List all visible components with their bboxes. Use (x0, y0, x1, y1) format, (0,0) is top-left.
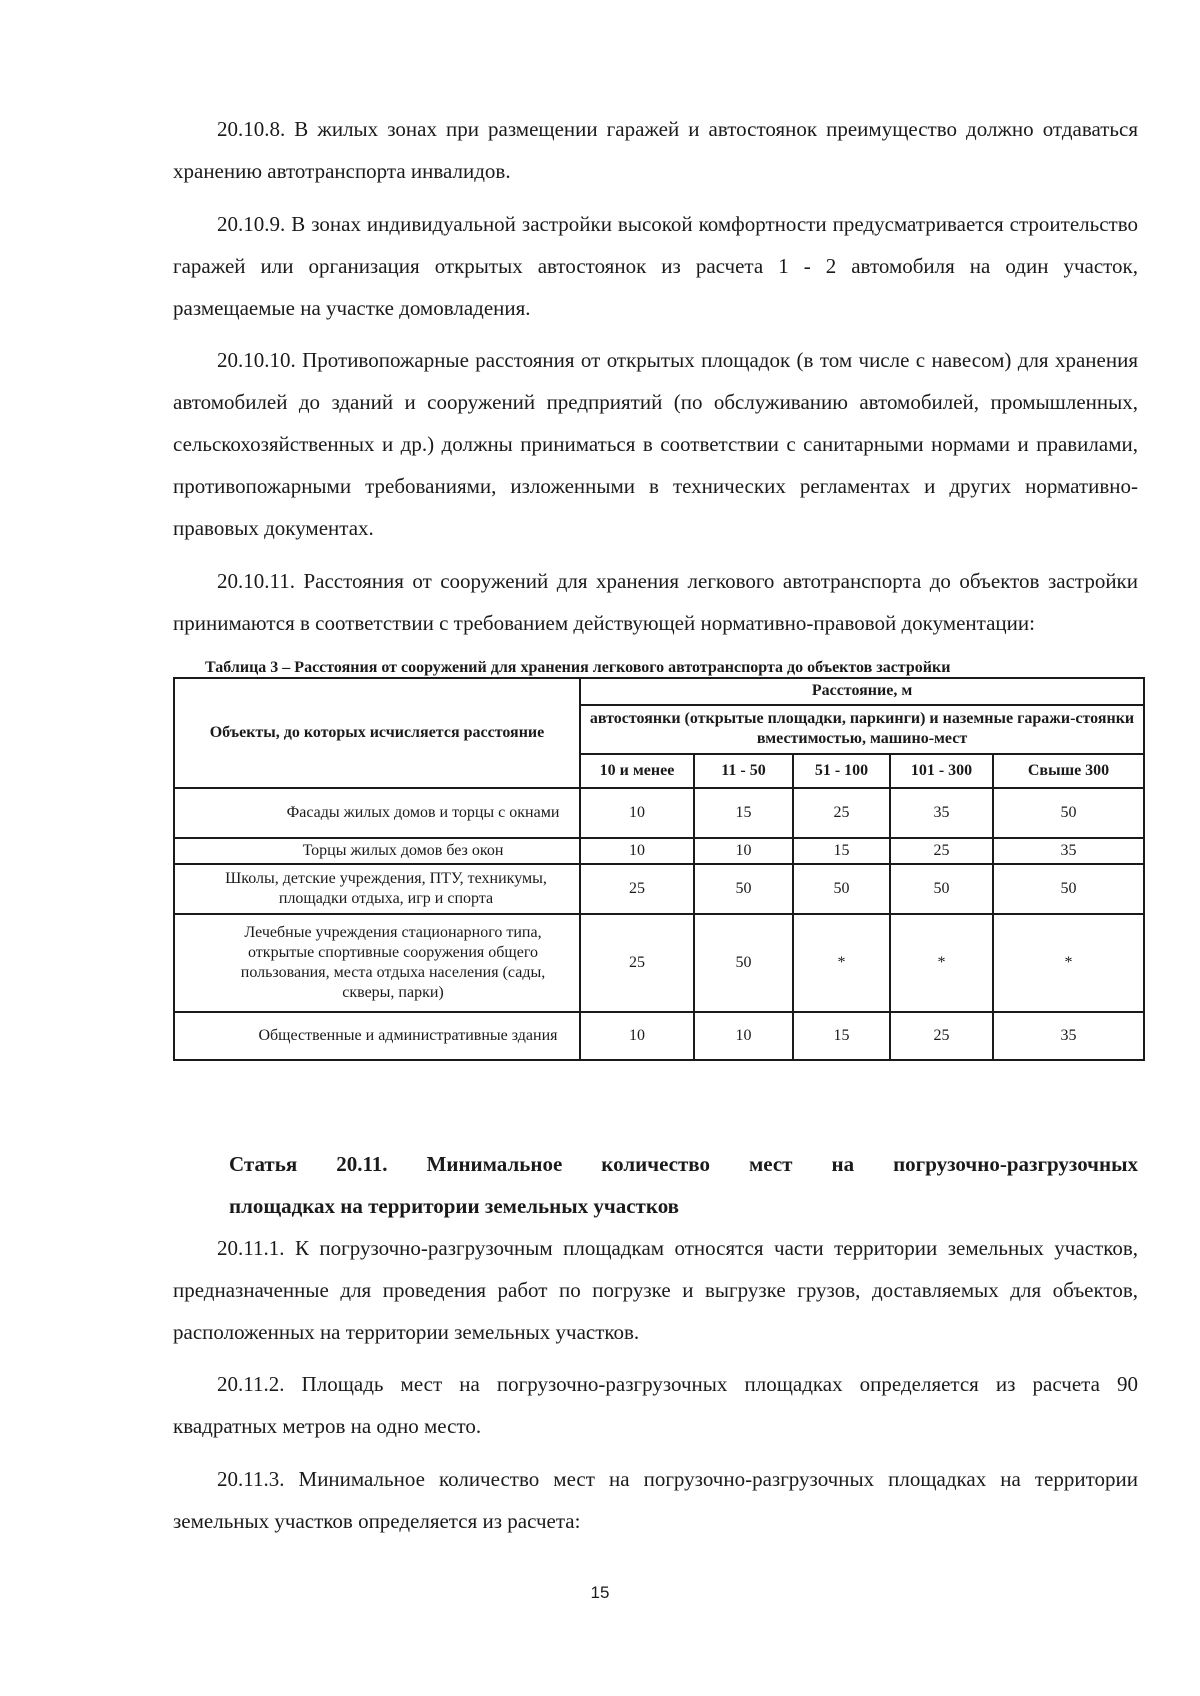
row-object: Фасады жилых домов и торцы с окнами (174, 788, 580, 838)
table-row (174, 838, 1144, 864)
header-subtitle: автостоянки (открытые площадки, паркинги) и наземные гаражи-стоянки вместимостью, машино-мест (580, 705, 1144, 754)
table-row (174, 914, 1144, 1012)
paragraph-20-11-3: 20.11.3. Минимальное количество мест на погрузочно-разгрузочных площадках на территории земельных участков определяется из расчета: (173, 1466, 1138, 1533)
table-cell: 25 (580, 914, 694, 1012)
table-cell: 50 (694, 864, 793, 914)
table-row (174, 788, 1144, 838)
row-object: Школы, детские учреждения, ПТУ, техникумы, площадки отдыха, игр и спорта (174, 864, 580, 914)
table-cell: 15 (793, 1012, 890, 1060)
table-cell: 25 (580, 864, 694, 914)
paragraph-20-10-9: 20.10.9. В зонах индивидуальной застройки высокой комфортности предусматривается строительство гаражей или организация открытых автостоянок из расчета 1 - 2 автомобиля на один участок, размещаемые на участке домовладения. (173, 211, 1138, 320)
table-cell: 50 (694, 914, 793, 1012)
table-cell: * (793, 914, 890, 1012)
header-objects: Объекты, до которых исчисляется расстояние (174, 678, 580, 788)
paragraph-20-10-11: 20.10.11. Расстояния от сооружений для хранения легкового автотранспорта до объектов застройки принимаются в соответствии с требованием действующей нормативно-правовой документации: (173, 568, 1138, 635)
table-caption: Таблица 3 – Расстояния от сооружений для хранения легкового автотранспорта до объектов застройки (205, 658, 951, 676)
table-cell: 25 (890, 1012, 993, 1060)
table-cell: 35 (993, 838, 1144, 864)
document-page (173, 108, 1138, 1542)
row-object: Торцы жилых домов без окон (174, 838, 580, 864)
column-header: 101 - 300 (890, 754, 993, 788)
paragraph-20-10-10: 20.10.10. Противопожарные расстояния от открытых площадок (в том числе с навесом) для хранения автомобилей до зданий и сооружений предприятий (по обслуживанию автомобилей, промышленных, сельскохозяйственных и др.) должны приниматься в соответствии с санитарными нормами и правилами, противопожарными требованиями, изложенными в технических регламентах и других нормативно-правовых документах. (173, 348, 1138, 540)
table-row (174, 1012, 1144, 1060)
paragraph-20-10-8: 20.10.8. В жилых зонах при размещении гаражей и автостоянок преимущество должно отдаваться хранению автотранспорта инвалидов. (173, 117, 1138, 183)
table-cell: * (890, 914, 993, 1012)
table-cell: 50 (993, 788, 1144, 838)
table-cell: 25 (793, 788, 890, 838)
paragraph-20-11-1: 20.11.1. К погрузочно-разгрузочным площадкам относятся части территории земельных участков, предназначенные для проведения работ по погрузке и выгрузке грузов, доставляемых для объектов, расположенных на территории земельных участков. (173, 1235, 1138, 1344)
distance-table (173, 677, 1145, 1061)
article-heading-line: Статья 20.11. Минимальное количество мест на погрузочно-разгрузочных (229, 1151, 1138, 1176)
table-cell: 15 (793, 838, 890, 864)
article-heading (229, 1143, 1138, 1227)
table-cell: 50 (890, 864, 993, 914)
table-cell: 35 (993, 1012, 1144, 1060)
table-cell: 25 (890, 838, 993, 864)
table-cell: 10 (580, 1012, 694, 1060)
table-cell: 10 (580, 838, 694, 864)
table-cell: 10 (694, 1012, 793, 1060)
table-cell: 10 (580, 788, 694, 838)
column-header: 10 и менее (580, 754, 694, 788)
table-cell: 10 (694, 838, 793, 864)
row-object: Лечебные учреждения стационарного типа, открытые спортивные сооружения общего пользования, места отдыха населения (сады, скверы, парки) (174, 914, 580, 1012)
column-header: Свыше 300 (993, 754, 1144, 788)
table-row (174, 864, 1144, 914)
page-number: 15 (590, 1583, 610, 1602)
table-cell: 15 (694, 788, 793, 838)
article-heading-line: площадках на территории земельных участков (229, 1193, 680, 1218)
column-header: 51 - 100 (793, 754, 890, 788)
header-distance: Расстояние, м (580, 678, 1144, 705)
table-cell: * (993, 914, 1144, 1012)
table-cell: 50 (993, 864, 1144, 914)
row-object: Общественные и административные здания (174, 1012, 580, 1060)
column-header: 11 - 50 (694, 754, 793, 788)
paragraph-20-11-2: 20.11.2. Площадь мест на погрузочно-разгрузочных площадках определяется из расчета 90 квадратных метров на одно место. (173, 1372, 1138, 1438)
table-cell: 35 (890, 788, 993, 838)
table-cell: 50 (793, 864, 890, 914)
